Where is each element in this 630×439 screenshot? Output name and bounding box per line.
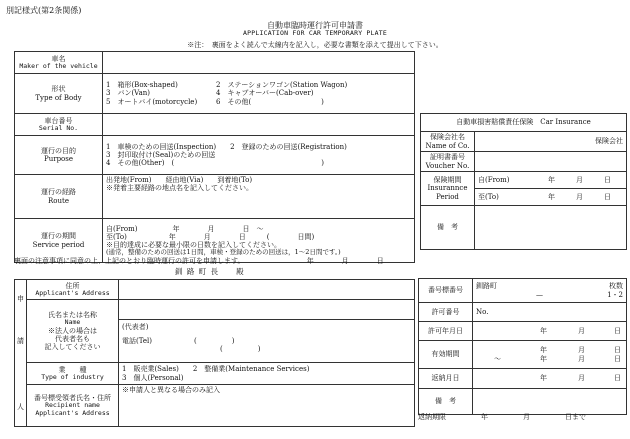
body-type-label-jp: 形状 [51,85,66,94]
route-note: ※発着主要経路の地点名を記入してください。 [106,184,253,193]
body-type-label [15,74,103,114]
period-to: 至(To) 年 月 日 ( 日間) [106,232,315,241]
body-option-3[interactable]: 3 バン(Van) [106,89,151,98]
insurance-to-day: 日 [604,192,611,201]
valid-period-label: 有効期間 [419,341,473,369]
side-label-mid: 請 [17,336,24,345]
insurance-to-label: 至(To) [478,192,499,201]
purpose-options[interactable] [103,136,415,175]
name-field[interactable] [119,300,415,320]
period-note: ※目的達成に必要な最小限の日数を記入してください。 [106,240,281,249]
industry-option-1-2[interactable]: 1 販売業(Sales) 2 整備業(Maintenance Services) [122,365,310,374]
return-date-field[interactable] [473,369,627,389]
voucher-label [421,152,475,172]
serial-label [15,114,103,136]
valid-to-month: 月 [578,354,585,363]
serial-label-en: Serial No. [38,123,79,132]
serial-label-jp: 車台番号 [44,116,73,125]
insurance-period-label [421,172,475,206]
valid-from-year: 年 [540,346,547,355]
industry-label [27,363,119,385]
office-remarks-label: 備 考 [419,389,473,415]
voucher-field[interactable] [475,152,627,172]
return-month: 月 [578,374,585,383]
office-table [418,278,627,415]
address-label-jp: 住所 [65,281,80,290]
permit-month: 月 [578,326,585,335]
insurance-from-label: 自(From) [478,175,510,184]
industry-options[interactable] [119,363,415,385]
route-points: 出発地(From) 経由地(Via) 到着地(To) [106,176,253,184]
recipient-label-en2: Applicant's Address [35,408,110,417]
representative-label: (代表者) [122,323,149,331]
industry-label-en: Type of industry [41,372,104,381]
insurance-to-year: 年 [548,192,555,201]
plate-count-values: 1・2 [607,290,623,299]
side-label-bottom: 人 [17,402,24,411]
insurance-from-day: 日 [604,175,611,184]
return-year: 年 [540,374,547,383]
period-from: 自(From) 年 月 日 ～ [106,224,264,233]
title-en: APPLICATION FOR CAR TEMPORARY PLATE [243,29,387,38]
notice: ※注： 裏面をよく読んで太線内を記入し，必要な書類を添えて提出して下さい。 [187,41,443,49]
body-option-1[interactable]: 1 箱形(Box-shaped) [106,81,178,90]
purpose-option-3[interactable]: 3 封印取付け(Seal)のための回送 [106,150,216,159]
body-option-2[interactable]: 2 ステーションワゴン(Station Wagon) [216,81,348,90]
name-label [27,300,119,363]
return-deadline: 返納期限 年 月 日まで [418,413,586,421]
purpose-option-4[interactable]: 4 その他(Other) ( ) [106,159,324,168]
route-label [15,175,103,219]
title-jp: 自動車臨時運行許可申請書 [267,21,363,30]
agreement-text: 裏面の注意事項に同意の上、上記のとおり臨時運行の許可を申請します。 [14,257,245,265]
recipient-note: ※申請人と異なる場合のみ記入 [122,386,220,394]
insurance-company-field[interactable] [475,132,627,152]
insurance-company-jp: 保険会社名 [430,133,465,142]
name-note-3: 記入してください [44,342,101,351]
body-option-6[interactable]: 6 その他( ) [216,97,324,106]
permit-date-label: 許可年月日 [419,322,473,341]
return-day: 日 [614,374,621,383]
industry-label-jp: 業 種 [58,365,87,374]
insurance-to-month: 月 [576,192,583,201]
insurance-period-en1: Insurannce [427,184,468,193]
applicant-side-label [15,280,27,427]
valid-to-day: 日 [614,354,621,363]
agreement-line [14,257,384,265]
recipient-field[interactable] [119,385,415,427]
permit-number-field[interactable] [473,303,627,322]
address-label [27,280,119,300]
mayor-addressee: 釧 路 町 長 殿 [175,267,245,276]
return-date-label: 返納月日 [419,369,473,389]
tel-label: 電話(Tel) ( ) [122,337,235,346]
body-option-4[interactable]: 4 キャブオーバー(Cab-over) [216,89,314,98]
permit-day: 日 [614,326,621,335]
tel-label-2: ( ) [220,345,261,354]
voucher-jp: 証明書番号 [430,153,465,162]
maker-field[interactable] [103,52,415,74]
name-note-1: ※法人の場合は [48,326,97,335]
body-type-label-en: Type of Body [35,93,82,102]
rep-tel-field[interactable] [119,320,415,363]
insurance-remarks-field[interactable] [475,206,627,250]
serial-field[interactable] [103,114,415,136]
plate-number-field[interactable] [473,279,627,303]
body-type-options[interactable] [103,74,415,114]
recipient-label [27,385,119,427]
valid-to-year: 年 [540,354,547,363]
insurance-company-suffix: 保険会社 [595,137,624,146]
insurance-remarks-label: 備 考 [421,206,475,250]
permit-number-prefix: No. [476,307,489,316]
recipient-label-en1: Recipient name [45,401,100,410]
period-label [15,219,103,263]
industry-option-3[interactable]: 3 個人(Personal) [122,373,184,382]
purpose-option-1-2[interactable]: 1 車検のための回送(Inspection) 2 登録のための回送(Registration) [106,142,347,151]
vehicle-table [14,51,415,263]
route-label-en: Route [48,196,69,205]
valid-from-month: 月 [578,346,585,355]
plate-dash: — [536,290,543,299]
side-label-top: 申 [17,294,24,303]
address-label-en: Applicant's Address [35,288,110,297]
maker-label-jp: 車名 [51,54,66,63]
period-note-2: (通常，整備のための回送は1日間，車検・登録のための回送は，1～2日間です。) [106,247,341,256]
period-label-jp: 運行の期間 [41,232,76,241]
agreement-date: 年 月 日 [306,257,384,265]
period-field[interactable] [103,219,415,263]
purpose-label-en: Purpose [44,155,73,163]
insurance-from-year: 年 [548,175,555,184]
office-remarks-field[interactable] [473,389,627,415]
valid-from-day: 日 [614,346,621,355]
address-field[interactable] [119,280,415,300]
plate-number-label: 番号標番号 [419,279,473,303]
insurance-table [420,113,627,250]
insurance-period-to[interactable] [475,189,627,206]
insurance-period-from[interactable] [475,172,627,189]
permit-date-field[interactable] [473,322,627,341]
insurance-company-label [421,132,475,152]
route-label-jp: 運行の経路 [41,188,76,197]
insurance-company-en: Name of Co. [425,141,470,150]
form-label: 別記様式(第2条関係) [6,6,82,15]
voucher-en: Voucher No. [425,161,470,170]
insurance-header: 自動車損害賠償責任保険 Car Insurance [421,114,627,132]
valid-tilde: ～ [494,354,501,363]
period-label-en: Service period [32,240,85,249]
purpose-label-jp: 運行の目的 [41,146,76,155]
applicant-table [14,279,415,427]
valid-period-field[interactable] [473,341,627,369]
recipient-label-jp: 番号標受領者氏名・住所 [34,394,111,402]
maker-label [15,52,103,74]
insurance-period-jp: 保険期間 [433,176,462,185]
name-label-jp: 氏名または名称 [48,311,97,320]
maker-label-en: Maker of the vehicle [19,61,98,70]
permit-year: 年 [540,326,547,335]
insurance-from-month: 月 [576,175,583,184]
route-field[interactable] [103,175,415,219]
plate-town: 釧路町 [476,282,497,291]
plate-count-label: 枚数 [609,282,623,291]
purpose-label [15,136,103,175]
name-note-2: 代表者名も [55,334,90,343]
insurance-period-en2: Period [436,192,459,201]
permit-number-label: 許可番号 [419,303,473,322]
title-block [0,21,630,38]
body-option-5[interactable]: 5 オートバイ(motorcycle) [106,97,198,106]
name-label-en: Name [64,318,81,327]
